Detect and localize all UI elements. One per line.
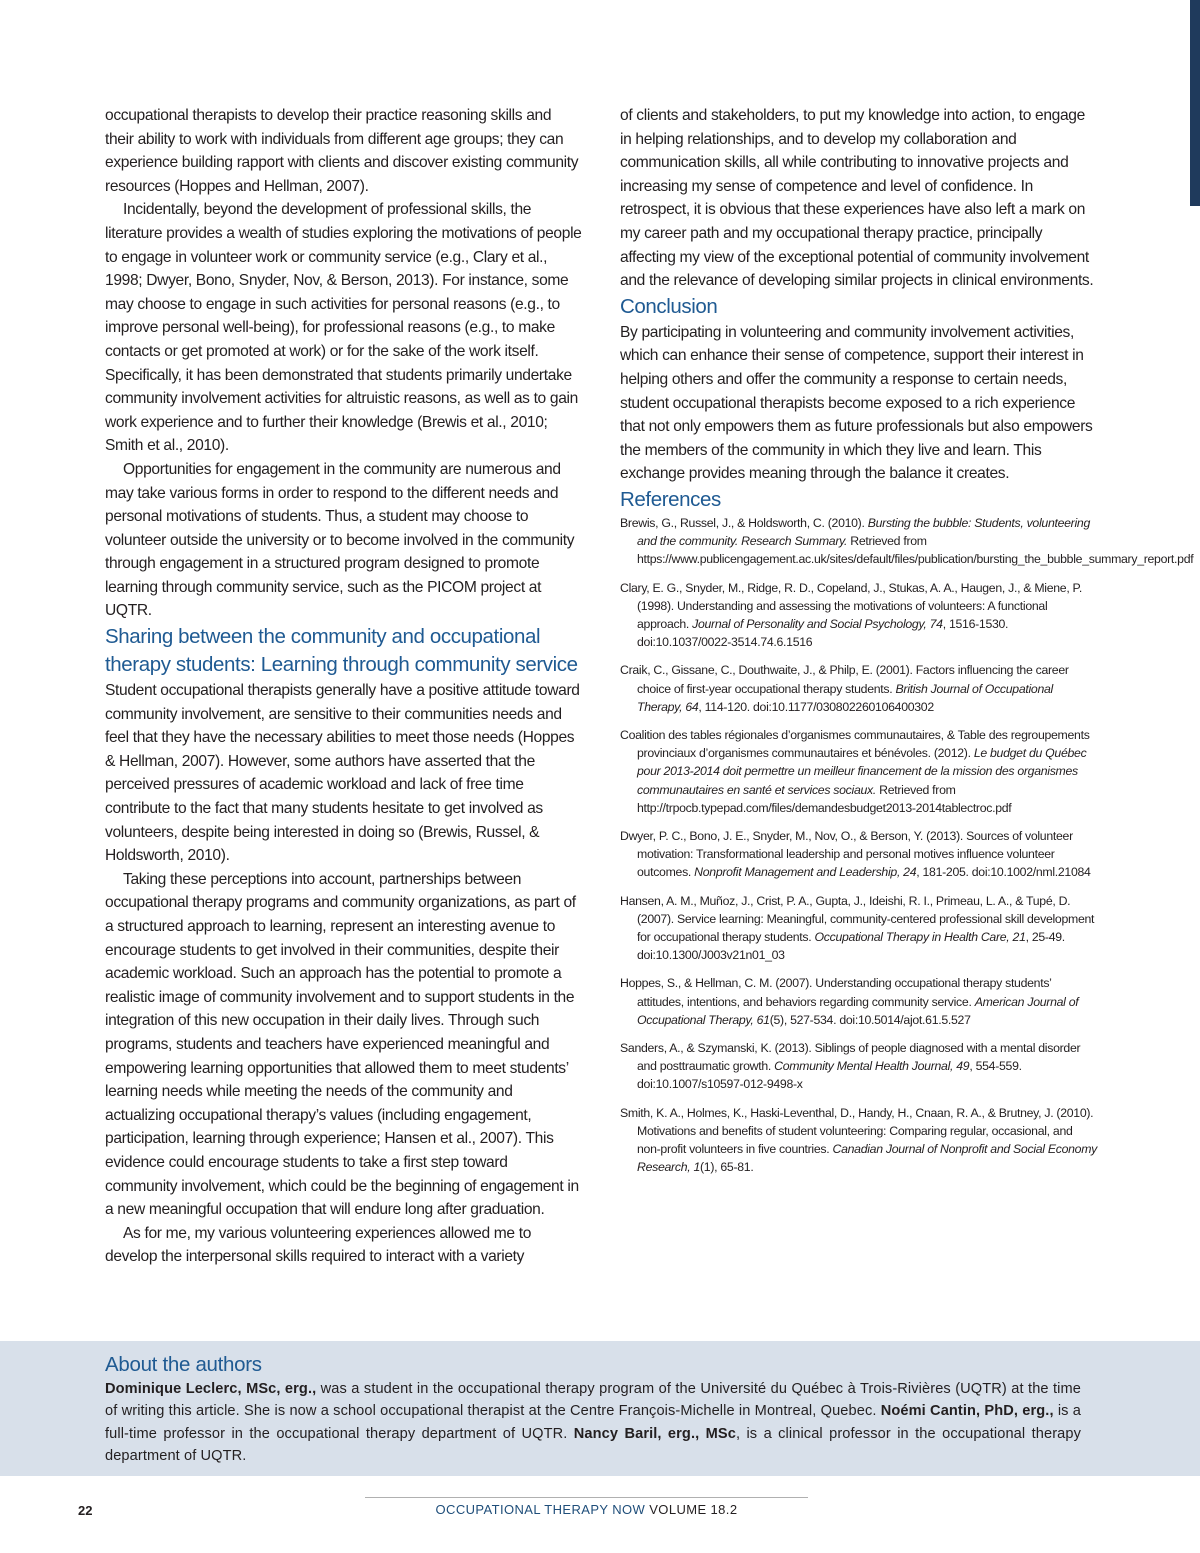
reference-item: Hoppes, S., & Hellman, C. M. (2007). Understanding occupational therapy students’ attitudes, intentions, and behaviors regarding community service. American Journal of Occupational Therapy, 61(5), 527-534. doi:10.5014/ajot.61.5.527 <box>620 976 1079 1027</box>
reference-list <box>620 514 1194 1177</box>
reference-item: Smith, K. A., Holmes, K., Haski-Leventhal, D., Handy, H., Cnaan, R. A., & Brutney, J. (2010). Motivations and benefits of student volunteering: Comparing regular, occasional, and non-profit volunteers in five countries. Canadian Journal of Nonprofit and Social Economy Research, 1(1), 65-81. <box>620 1105 1097 1175</box>
page-number: 22 <box>78 1503 93 1518</box>
reference-item: Dwyer, P. C., Bono, J. E., Snyder, M., Nov, O., & Berson, Y. (2013). Sources of volunteer motivation: Transformational leadership and personal motives influence volunteer outcomes. Nonprofit Management and Leadership, 24, 181-205. doi:10.1002/nml.21084 <box>620 828 1091 880</box>
volume-label: VOLUME 18.2 <box>649 1502 738 1517</box>
author-name: Nancy Baril, erg., MSc <box>573 1425 736 1442</box>
body-paragraph: Student occupational therapists generally have a positive attitude toward community involvement, are sensitive to their communities needs and feel that they have the necessary abilities to meet those needs (Hoppes & Hellman, 2007). However, some authors have asserted that the perceived pressures of academic workload and lack of free time contribute to the fact that many students hesitate to get involved as volunteers, despite being interested in doing so (Brewis, Russel, & Holdsworth, 2010). <box>105 682 580 865</box>
reference-item: Craik, C., Gissane, C., Douthwaite, J., & Philp, E. (2001). Factors influencing the career choice of first-year occupational therapy students. British Journal of Occupational Therapy, 64, 114-120. doi:10.1177/030802260106400302 <box>620 663 1069 714</box>
body-paragraph: of clients and stakeholders, to put my knowledge into action, to engage in helping relationships, and to develop my collaboration and communication skills, all while contributing to innovative projects and increasing my sense of competence and level of confidence. In retrospect, it is obvious that these experiences have also left a mark on my career path and my occupational therapy practice, principally affecting my view of the exceptional potential of community involvement and the relevance of developing similar projects in clinical environments. <box>620 107 1094 290</box>
reference-item: Coalition des tables régionales d’organismes communautaires, & Table des regroupements provinciaux d’organismes communautaires et bénévoles. (2012). Le budget du Québec pour 2013-2014 doit permettre un meilleur financement de la mission des organismes communautaires en santé et services sociaux. Retrieved from http://trpocb.typepad.com/files/demandesbudget2013-2014tablectroc.pdf <box>620 727 1090 815</box>
body-paragraph: occupational therapists to develop their practice reasoning skills and their ability to work with individuals from different age groups; they can experience building rapport with clients and discover existing community resources (Hoppes and Hellman, 2007). <box>105 107 579 195</box>
section-heading-conclusion: Conclusion <box>620 294 718 318</box>
section-heading-references: References <box>620 487 721 511</box>
page-edge-tab <box>1190 0 1200 206</box>
section-heading-sharing: Sharing between the community and occupational therapy students: Learning through community service <box>105 625 578 677</box>
left-column <box>105 104 583 1269</box>
body-paragraph: Taking these perceptions into account, partnerships between occupational therapy programs and community organizations, as part of a structured approach to learning, represent an interesting avenue to encourage students to get involved in their communities, despite their academic workload. Such an approach has the potential to promote a realistic image of community involvement and to support students in the integration of this new occupation in their daily lives. Through such programs, students and teachers have experienced meaningful and empowering learning opportunities that allowed them to meet students’ learning needs while meeting the needs of the community and actualizing occupational therapy’s values (including engagement, participation, learning through experience; Hansen et al., 2007). This evidence could encourage students to take a first step toward community involvement, which could be the beginning of engagement in a new meaningful occupation that will endure long after graduation. <box>105 870 579 1219</box>
body-paragraph: As for me, my various volunteering experiences allowed me to develop the interpersonal skills required to interact with a variety <box>105 1224 532 1266</box>
right-column <box>620 104 1194 1186</box>
reference-item: Hansen, A. M., Muñoz, J., Crist, P. A., Gupta, J., Ideishi, R. I., Primeau, L. A., & Tupé, D. (2007). Service learning: Meaningful, community-centered professional skill development for occupational therapy students. Occupational Therapy in Health Care, 21, 25-49. doi:10.1300/J003v21n01_03 <box>620 893 1095 963</box>
reference-item: Brewis, G., Russel, J., & Holdsworth, C. (2010). Bursting the bubble: Students, volunteering and the community. Research Summary. Retrieved from https://www.publicengagement.ac.uk/sites/default/files/publication/bursting_the_bubble_summary_report.pdf <box>620 515 1194 567</box>
about-authors-text: Dominique Leclerc, MSc, erg., was a student in the occupational therapy program of the Université du Québec à Trois-Rivières (UQTR) at the time of writing this article. She is now a school occupational therapist at the Centre François-Michelle in Montreal, Quebec. Noémi Cantin, PhD, erg., is a full-time professor in the occupational therapy department of UQTR. Nancy Baril, erg., MSc, is a clinical professor in the occupational therapy department of UQTR. <box>105 1381 1082 1465</box>
author-name: Dominique Leclerc, MSc, erg., <box>105 1381 317 1397</box>
body-paragraph: Incidentally, beyond the development of professional skills, the literature provides a wealth of studies exploring the motivations of people to engage in volunteer work or community service (e.g., Clary et al., 1998; Dwyer, Bono, Snyder, Nov, & Berson, 2013). For instance, some may choose to engage in such activities for personal reasons (e.g., to improve personal well-being), for professional reasons (e.g., to make contacts or get promoted at work) or for the sake of the work itself. Specifically, it has been demonstrated that students primarily undertake community involvement activities for altruistic reasons, as well as to gain work experience and to further their knowledge (Brewis et al., 2010; Smith et al., 2010). <box>105 201 582 455</box>
reference-item: Clary, E. G., Snyder, M., Ridge, R. D., Copeland, J., Stukas, A. A., Haugen, J., & Miene, P. (1998). Understanding and assessing the motivations of volunteers: A functional approach. Journal of Personality and Social Psychology, 74, 1516-1530. doi:10.1037/0022-3514.74.6.1516 <box>620 580 1082 650</box>
reference-item: Sanders, A., & Szymanski, K. (2013). Siblings of people diagnosed with a mental disorder and posttraumatic growth. Community Mental Health Journal, 49, 554-559. doi:10.1007/s10597-012-9498-x <box>620 1040 1081 1092</box>
conclusion-paragraph: By participating in volunteering and community involvement activities, which can enhance their sense of competence, support their interest in helping others and offer the community a response to certain needs, student occupational therapists become exposed to a rich experience that not only empowers them as future professionals but also empowers the members of the community in which they live and learn. This exchange provides meaning through the balance it creates. <box>620 323 1093 483</box>
footer-rule <box>365 1497 808 1498</box>
author-name: Noémi Cantin, PhD, erg., <box>880 1403 1054 1420</box>
about-authors-heading: About the authors <box>105 1353 262 1376</box>
about-authors-box <box>0 1341 1200 1476</box>
publication-name: OCCUPATIONAL THERAPY NOW <box>435 1502 646 1517</box>
footer-publication <box>365 1502 808 1517</box>
body-paragraph: Opportunities for engagement in the community are numerous and may take various forms in order to respond to the different needs and personal motivations of students. Thus, a student may choose to volunteer outside the university or to become involved in the community through engagement in a structured program designed to promote learning through community service, such as the PICOM project at UQTR. <box>105 460 575 620</box>
